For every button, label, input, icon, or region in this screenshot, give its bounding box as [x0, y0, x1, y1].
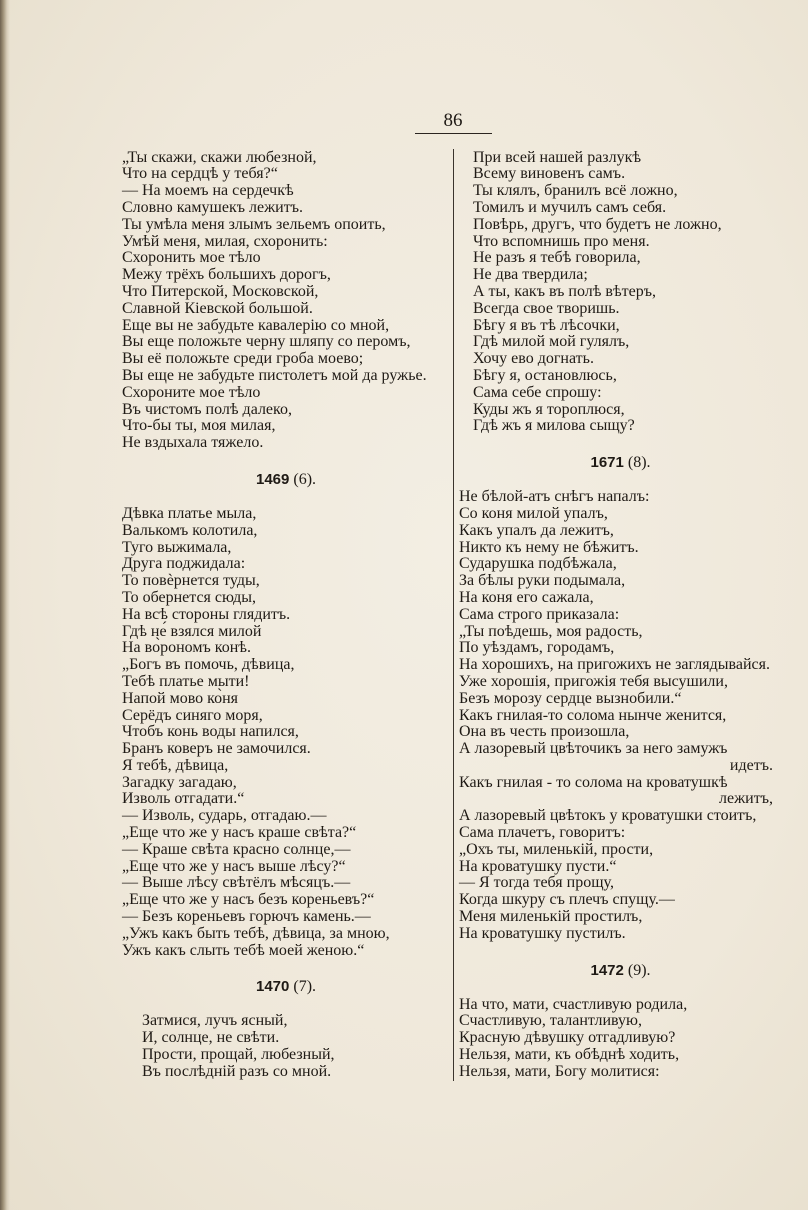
poem-number-heading — [459, 961, 782, 981]
verse-line: — Я тогда тебя прощу, — [459, 874, 614, 892]
verse-line: Гдѣ не́ взялся милой — [122, 622, 262, 640]
verse-line: „Охъ ты, миленькій, прости, — [459, 840, 654, 858]
verse-line: Всегда свое творишь. — [473, 299, 620, 317]
verse-line: Со коня милой упалъ, — [459, 504, 608, 522]
verse-line: „Богъ въ помочь, дѣвица, — [122, 656, 295, 674]
verse-block — [459, 997, 782, 1081]
verse-line: На всѣ стороны глядитъ. — [122, 605, 291, 623]
column-rule — [453, 149, 454, 1081]
verse-line: Я тебѣ, дѣвица, — [122, 756, 229, 774]
verse-line: Валькомъ колотила, — [122, 521, 258, 539]
verse-line: Что-бы ты, моя милая, — [122, 417, 276, 435]
verse-line: Тебѣ платье мыти! — [122, 672, 250, 690]
verse-line: Не бѣлой-атъ снѣгъ напалъ: — [459, 488, 650, 506]
text-column-left — [122, 150, 450, 1081]
verse-line: Нельзя, мати, Богу молитися: — [459, 1062, 660, 1080]
verse-line: Гдѣ милой мой гулялъ, — [473, 333, 630, 351]
verse-line: Межу трёхъ большихъ дорогъ, — [122, 266, 331, 284]
verse-line: Бранъ коверъ не замочился. — [122, 740, 311, 758]
verse-block — [122, 506, 450, 960]
verse-line: Она въ честь произошла, — [459, 723, 630, 741]
verse-line: Куды жъ я тороплюся, — [473, 400, 625, 418]
verse-line: Славной Кіевской большой. — [122, 299, 313, 317]
verse-line: Прости, прощай, любезный, — [142, 1046, 335, 1064]
poem-variant-ref: (6). — [293, 470, 317, 488]
verse-line: А лазоревый цвѣточикъ за него замужъ — [459, 740, 728, 758]
verse-line: Въ чистомъ полѣ далеко, — [122, 400, 292, 418]
verse-line: На коня его сажала, — [459, 588, 594, 606]
verse-line: Ты умѣла меня злымъ зельемъ опоить, — [122, 215, 386, 233]
verse-line: И, солнце, не свѣти. — [142, 1029, 280, 1047]
verse-line: „Еще что же у насъ безъ кореньевъ?“ — [122, 891, 375, 909]
verse-line-turnover: лежитъ, — [719, 790, 773, 808]
verse-line: Безъ морозу сердце вызнобили.“ — [459, 689, 682, 707]
poem-number: 1671 — [590, 454, 624, 472]
poem-number-heading — [122, 470, 450, 490]
poem-number-heading — [459, 453, 782, 473]
verse-line: Какъ гнилая-то солома нынче женится, — [459, 706, 727, 724]
verse-line: — На моемъ на сердечкѣ — [122, 182, 294, 200]
verse-line: Что вспомнишь про меня. — [473, 232, 650, 250]
verse-line: Схороните мое тѣло — [122, 383, 261, 401]
verse-line: По уѣздамъ, городамъ, — [459, 639, 615, 657]
poem-variant-ref: (8). — [627, 454, 651, 472]
verse-line: Сама строго приказала: — [459, 605, 620, 623]
poem-number: 1470 — [255, 978, 290, 996]
verse-line: Какъ упалъ да лежитъ, — [459, 521, 614, 539]
text-column-right — [459, 150, 782, 1081]
verse-line: Нельзя, мати, къ обѣднѣ ходить, — [459, 1046, 680, 1064]
verse-line: Уже хорошія, пригожія тебя высушили, — [459, 672, 728, 690]
verse-line: Чтобъ конь воды напился, — [122, 723, 299, 741]
verse-block — [122, 150, 450, 452]
verse-line: Серёдъ синяго моря, — [122, 706, 263, 724]
verse-line: Красную дѣвушку отгадливую? — [459, 1029, 676, 1047]
verse-line: — Изволь, сударь, отгадаю.— — [122, 807, 327, 825]
verse-line: Сама себе спрошу: — [473, 383, 602, 401]
poem-number-heading — [122, 977, 450, 997]
verse-line: Никто къ нему не бѣжитъ. — [459, 538, 639, 556]
verse-line: Дѣвка платье мыла, — [122, 504, 257, 522]
verse-line: Хочу ево догнать. — [473, 350, 594, 368]
page-number-rule — [415, 133, 492, 134]
verse-line: Гдѣ жъ я милова сыщу? — [473, 417, 635, 435]
verse-line: „Ты скажи, скажи любезной, — [122, 148, 317, 166]
verse-line-turnover: идетъ. — [729, 756, 773, 774]
verse-line: Напой мово ко̀ня — [122, 689, 239, 707]
verse-block — [459, 489, 782, 943]
verse-line: Что на сердцѣ у тебя?“ — [122, 165, 278, 183]
poem-variant-ref: (9). — [627, 961, 651, 979]
verse-line: А лазоревый цвѣтокъ у кроватушки стоитъ, — [459, 807, 757, 825]
verse-line: Затмися, лучъ ясный, — [142, 1012, 288, 1030]
verse-line: Схоронить мое тѣло — [122, 249, 261, 267]
verse-line: Туго выжимала, — [122, 538, 232, 556]
poem-variant-ref: (7). — [293, 978, 317, 996]
poem-number: 1469 — [255, 470, 290, 488]
verse-line: То повѐрнется туды, — [122, 572, 260, 590]
verse-block — [122, 1013, 450, 1080]
verse-line: — Безъ кореньевъ горючъ камень.— — [122, 908, 371, 926]
verse-line: Бѣгу я въ тѣ лѣсочки, — [473, 316, 620, 334]
verse-line: Бѣгу я, остановлюсь, — [473, 366, 617, 384]
verse-line: Какъ гнилая - то солома на кроватушкѣ — [459, 773, 728, 791]
verse-line: Что Питерской, Московской, — [122, 282, 319, 300]
verse-line: За бѣлы руки подымала, — [459, 572, 626, 590]
verse-line: А ты, какъ въ полѣ вѣтеръ, — [473, 282, 657, 300]
verse-line: Друга поджидала: — [122, 555, 246, 573]
verse-line: Счастливую, талантливую, — [459, 1012, 642, 1030]
verse-line: Вы еще положьте черну шляпу со перомъ, — [122, 333, 411, 351]
verse-line: Сударушка подбѣжала, — [459, 555, 617, 573]
verse-line: „Ужъ какъ быть тебѣ, дѣвица, за мною, — [122, 924, 390, 942]
verse-line: Повѣрь, другъ, что будетъ не ложно, — [473, 215, 722, 233]
verse-line: Сама плачетъ, говоритъ: — [459, 824, 626, 842]
poem-number: 1472 — [590, 961, 624, 979]
verse-line: Изволь отгадати.“ — [122, 790, 245, 808]
verse-line: Въ послѣдній разъ со мной. — [142, 1062, 332, 1080]
verse-line: Вы еще не забудьте пистолетъ мой да ружье. — [122, 366, 427, 384]
verse-line: Не два твердила; — [473, 266, 588, 284]
verse-line: Томилъ и мучилъ самъ себя. — [473, 198, 667, 216]
verse-line: Словно камушекъ лежитъ. — [122, 198, 303, 216]
verse-line: Загадку загадаю, — [122, 773, 237, 791]
verse-line: Не вздыхала тяжело. — [122, 434, 264, 452]
verse-line: На кроватушку пустилъ. — [459, 924, 626, 942]
verse-line: — Краше свѣта красно солнце,— — [122, 840, 351, 858]
verse-line: Когда шкуру съ плечъ спущу.— — [459, 891, 675, 909]
verse-line: Ужъ какъ слыть тебѣ моей женою.“ — [122, 941, 365, 959]
verse-line: Умѣй меня, милая, схоронить: — [122, 232, 328, 250]
verse-line: При всей нашей разлукѣ — [473, 148, 642, 166]
verse-line: Вы её положьте среди гроба моево; — [122, 350, 364, 368]
verse-line: „Еще что же у насъ выше лѣсу?“ — [122, 857, 346, 875]
verse-line: На хорошихъ, на пригожихъ не заглядывайся. — [459, 656, 770, 674]
verse-line: Всему виновенъ самъ. — [473, 165, 626, 183]
verse-line: Ты клялъ, бранилъ всё ложно, — [473, 182, 678, 200]
verse-line: На во̀рономъ конѣ. — [122, 639, 251, 657]
verse-line: Еще вы не забудьте кавалерію со мной, — [122, 316, 390, 334]
verse-block — [459, 150, 782, 436]
page-number: 86 — [443, 110, 463, 131]
verse-line: Не разъ я тебѣ говорила, — [473, 249, 641, 267]
verse-line: „Еще что же у насъ краше свѣта?“ — [122, 824, 357, 842]
verse-line: „Ты поѣдешь, моя радость, — [459, 622, 643, 640]
verse-line: На кроватушку пусти.“ — [459, 857, 617, 875]
verse-line: — Выше лѣсу свѣтёлъ мѣсяцъ.— — [122, 874, 351, 892]
verse-line: Меня миленькій простилъ, — [459, 908, 643, 926]
verse-line: То обернется сюды, — [122, 588, 257, 606]
page-edge-shadow — [0, 0, 10, 1210]
verse-line: На что, мати, счастливую родила, — [459, 995, 688, 1013]
